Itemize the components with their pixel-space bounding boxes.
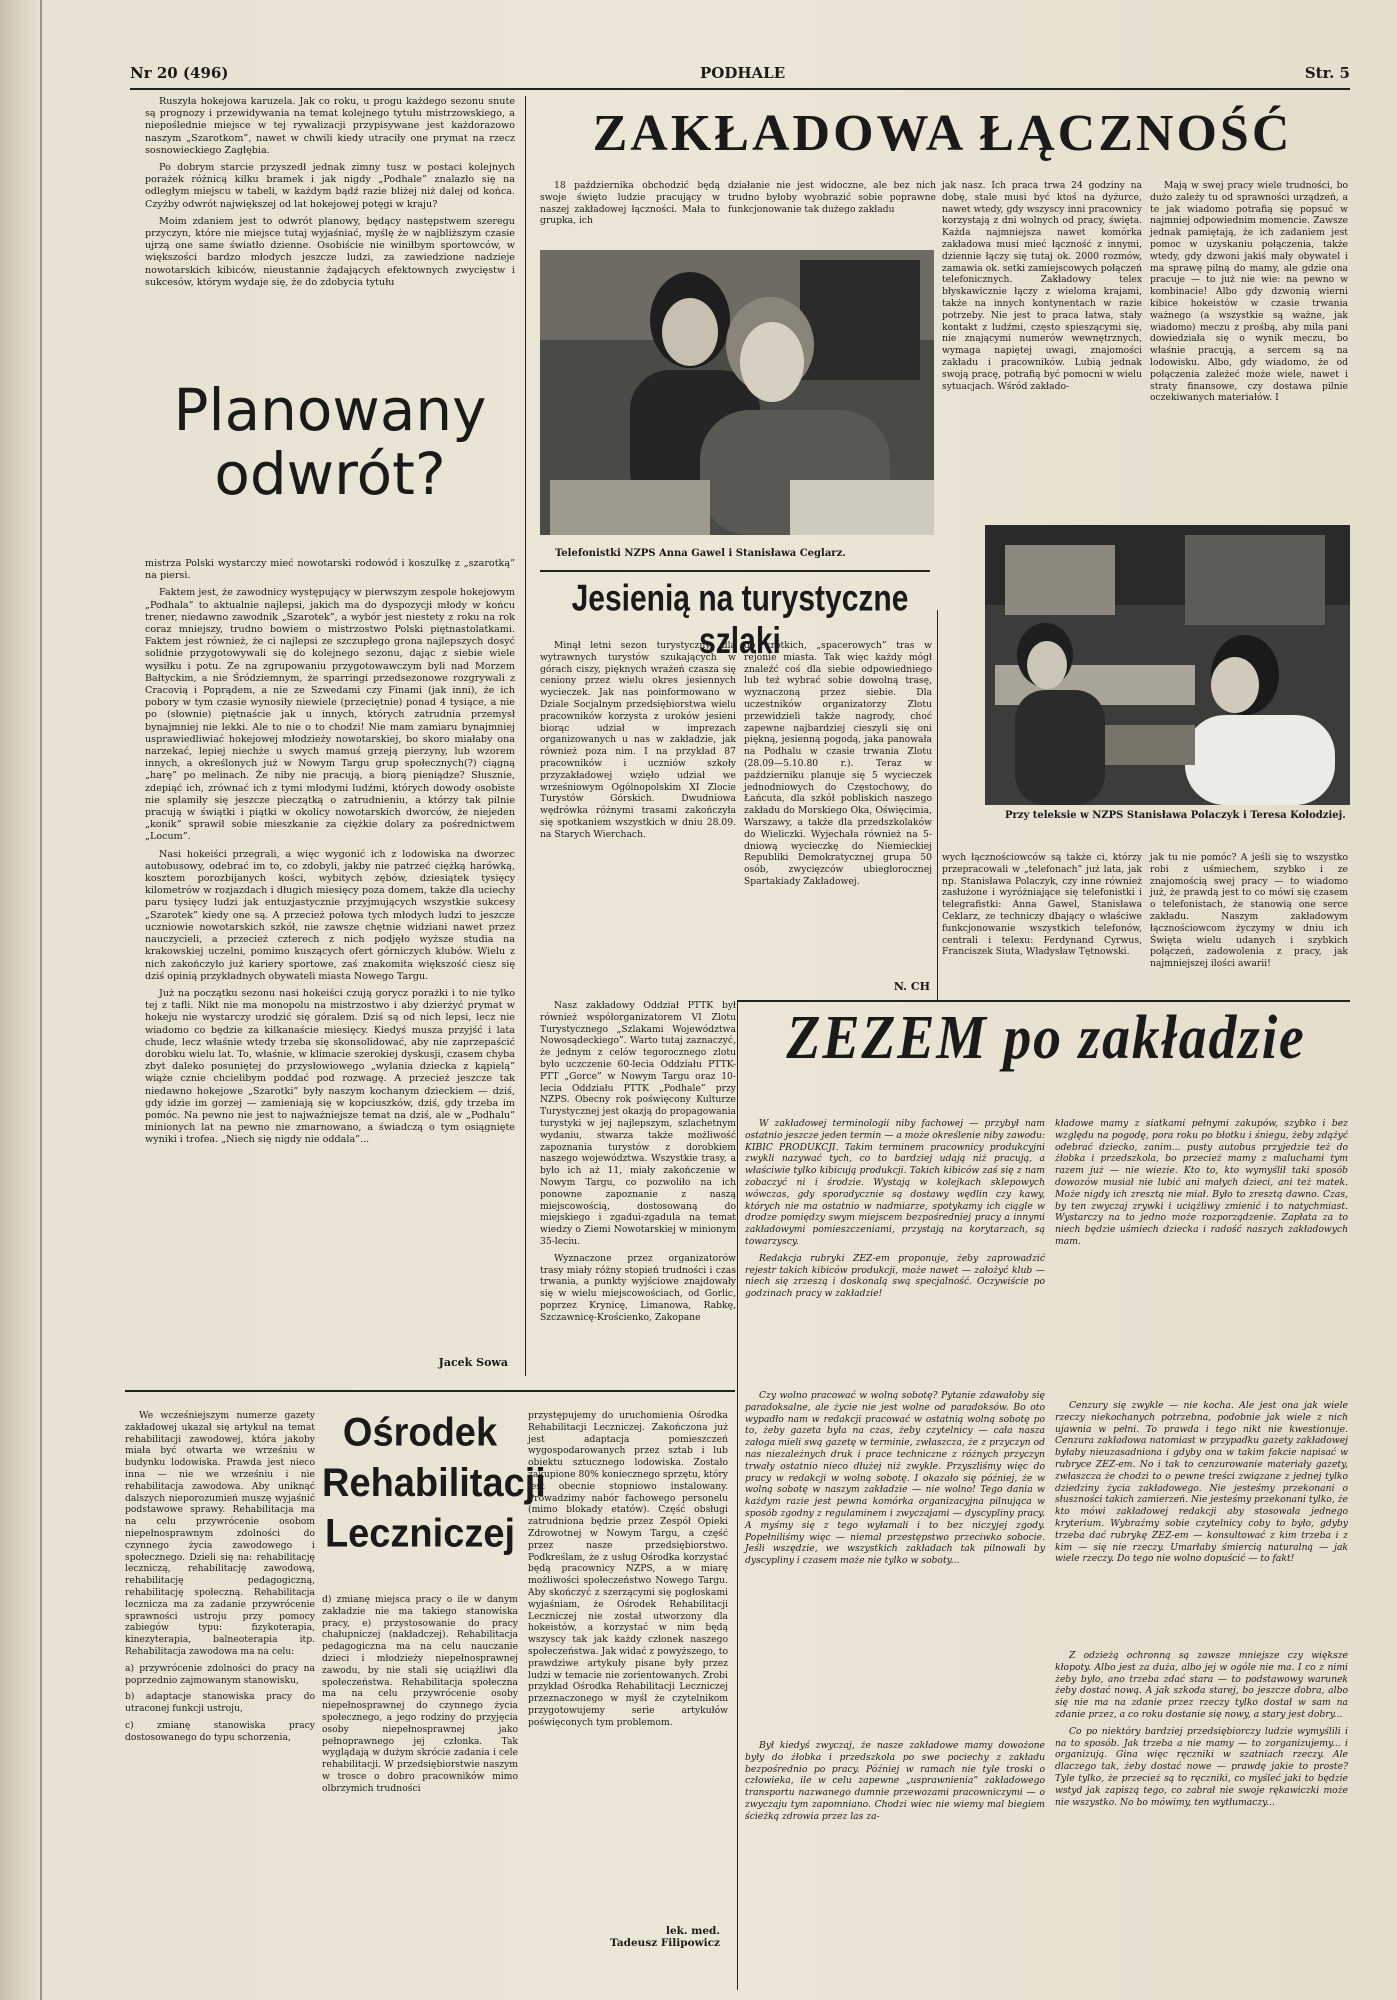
text-column [1055, 1400, 1348, 1650]
article-title-osrodek [322, 1408, 546, 1587]
page-edge-fragment [2, 0, 38, 2000]
article-title-planowany [160, 378, 500, 538]
text-column [745, 1740, 1045, 1990]
title-line: Ośrodek [342, 1410, 498, 1455]
list-item: b) adaptacje stanowiska pracy do utraconej funkcji ustroju, [125, 1691, 315, 1715]
text-column [744, 640, 932, 995]
paragraph: W zakładowej terminologii niby fachowej — przybył nam ostatnio jeszcze jeden termin — a może określenie niby zawodu: KIBIC PRODUKCJI. Takim terminem pracownicy produkcyjni zwykli nazywać tych, co to bardziej udają niż pracują, a właściwie tylko kibicują produkcji. Takich kibiców zaś się z nam zobaczyć ni i środzie. Wystają w kolejkach sklepowych wówczas, gdy sporadycznie są dostawy wędlin czy kawy, których nie ma ostatnio w nadmiarze, spotykamy ich ciągle w drodze pomiędzy swym miejscem bezpośredniej pracy a innymi zakładowymi pomieszczeniami, przystają na korytarzach, są towarzyscy. [745, 1118, 1045, 1247]
paragraph: Redakcja rubryki ZEZ-em proponuje, żeby zaprowadzić rejestr takich kibiców produkcji, może nawet — założyć klub — niech się zrzeszą i doskonalą swą specjalność. Oczywiście po godzinach pracy w zakładzie! [745, 1252, 1045, 1300]
article-title-jesienia: Jesienią na turystyczne szlaki [571, 578, 909, 662]
article-title-lacznosc: ZAKŁADOWA ŁĄCZNOŚĆ [592, 105, 1293, 162]
issue-number: Nr 20 (496) [130, 64, 229, 82]
title-line: Rehabilitacji [322, 1461, 546, 1506]
text-column [540, 180, 720, 250]
photo-caption: Telefonistki NZPS Anna Gawel i Stanisława Ceglarz. [555, 548, 846, 559]
title-line: Planowany [173, 376, 487, 444]
author-signature: N. CH [893, 980, 930, 993]
paragraph: kładowe mamy z siatkami pełnymi zakupów, szybko i bez względu na pogodę, pora roku po błotku i śniegu, żeby zdążyć odebrać dziecko, zanim... pusty autobus przyjedzie też do żłobka i przedszkola, bo przecież mamy z maluchami tym razem już — nie wiezie. Kto to, kto wymyślił taki sposób dowozów musiał nie lubić ani małych dzieci, ani też matek. Może nigdy ich zresztą nie miał. Było to zresztą dawno. Czas, by ten zwyczaj zrywki i uciążliwy zmienić i to natychmiast. Wystarczy na to jedno może rozporządzenie. Zapłata za to niech będzie uśmiech dziecka i radość naszych zakładowych mam. [1055, 1118, 1348, 1247]
author-name: Tadeusz Filipowicz [610, 1937, 720, 1949]
paragraph: Już na początku sezonu nasi hokeiści czują gorycz porażki i to nie tylko tej z tafli. Nikt nie ma monopolu na mistrzostwo i aby dzierżyć prymat w hokeju nie wystarczy urodzić się góralem. Dziś są od nich lepsi, lecz nie wiadomo co będzie za kilkanaście miesięcy. Kiedyś musza przyjść i lata chude, lecz właśnie wtedy trzeba się skonsolidować, aby nie zaprzepaścić dorobku wielu lat. To, właśnie, w klimacie szerokiej dyskusji, czasem chyba zbyt daleko posuniętej do przysłowiowego „wylania dziecka z kąpielą” wiąże cznie chcielibym poddać pod rozwagę. A przecież jeszcze tak niedawno hokejowe „Szarotki” były naszym kochanym dzieckiem — dziś, gdy idzie im gorzej — zamieniają się w kopciuszków, dziś, gdy trzeba im pomóc. Na pewno nie jest to najważniejsze temat na dziś, ale w „Podhalu” minionych lat na pewno nie zmarnowano, a świadczą o tym osiągnięte wyniki i trofea. „Niech się nigdy nie oddala”... [145, 987, 515, 1146]
paragraph: Co po niektóry bardziej przedsiębiorczy ludzie wymyślili i na to sposób. Jak trzeba a nie mamy — to zorganizujemy... i organizują. Gina więc ręczniki w szatniach rzeczy. Ale dlaczego tak, żeby dostać nowe — prawdę jakie to proste? Tyle tylko, że przecież są to ręczniki, co myśleć jaki to będzie wstyd jak zapiszą tego, co zabrał nie swoje rękawiczki może nie wszystko. No bo mówimy, ten wytłumaczy... [1055, 1725, 1348, 1808]
article-planowany-body [145, 558, 515, 1358]
text-column [125, 1410, 315, 1990]
paragraph: przystępujemy do uruchomienia Ośrodka Rehabilitacji Leczniczej. Zakończona już jest adaptacja pomieszczeń wygospodarowanych przez sztab i lub obiektu sztucznego lodowiska. Zostało zakupione 80% koniecznego sprzętu, który jest obecnie stopniowo instalowany. Prowadzimy nabór fachowego personelu (mimo blokady etatów). Część obsługi zatrudniona będzie przez Zespół Opieki Zdrowotnej w Nowym Targu, a część przez nasze przedsiębiorstwo. Podkreślam, że z usług Ośrodka korzystać będą pracownicy NZPS, a w miarę możliwości społeczeństwo Nowego Targu. Aby skończyć z szerzącymi się pogłoskami wyjaśniam, że Ośrodek Rehabilitacji Leczniczej nie został utworzony dla hokeistów, a korzystać w nim będą wszyscy tak jak każdy członek naszego społeczeństwa. Jak widać z powyższego, to prawdziwe artykuły pisane były przez ludzi w temacie nie zorientowanych. Zrobi przykład Ośrodka Rehabilitacji Leczniczej przeznaczonego w myśl że czytelnikom przygotowujemy serie artykułów poświęconych tym problemom. [528, 1410, 728, 1728]
text-column [728, 180, 936, 250]
title-line: odwrót? [214, 440, 446, 508]
text-column [942, 852, 1142, 992]
paragraph: do krótkich, „spacerowych” tras w rejonie miasta. Tak więc każdy mógł znaleźć coś dla siebie odpowiedniego lub też wybrać sobie dowolną trasę, wyznaczoną przez siebie. Dla uczestników organizatorzy Zlotu przewidzieli także nagrody, choć zapewne najbardziej cieszyli się oni piękną, jesienną pogodą, jaka panowała na Podhalu w czasie trwania Zlotu (28.09—5.10.80 r.). Teraz w październiku planuje się 5 wycieczek jednodniowych do Częstochowy, do Łańcuta, dla szkół pobliskich naszego zakładu do Morskiego Oka, Oświęcimia, Warszawy, a także dla przedszkolaków do Wieliczki. Wyjechała również na 5-dniową wycieczkę do Niemieckiej Republiki Demokratycznej grupa 50 osób, zwycięzców ubiegłorocznej Spartakiady Zakładowej. [744, 640, 932, 887]
list-item: a) przywrócenie zdolności do pracy na poprzednio zajmowanym stanowisku, [125, 1662, 315, 1686]
paragraph: Cenzury się zwykle — nie kocha. Ale jest ona jak wiele rzeczy niekochanych potrzebna, podobnie jak wiele z nich ujawnia w pełni. To prawda i tego nikt nie kwestionuje. Cenzura zakładowa natomiast w przypadku gazety zakładowej byłaby nieuzasadniona i gdyby ona w takim fakcie napisać w rubryce ZEZ-em. No i tak to cenzurowanie materiały gazety, zwłaszcza że chodzi to o pewne treści związane z jednej tylko dziedziny życia zakładowego. Nie jesteśmy przekonani o słuszności takich zamierzeń. Nie jesteśmy przekonani tylko, że kto mówi zakładowej redakcji aby stosowała jednego kryterium. Wybraźmy sobie czytelnicy coby to było, gdyby trzeba dać rubrykę ZEZ-em — konsultować z kim trzeba i z kim — się nie rzeczy. Umarłaby śmiercią naturalną — jak wiele rzeczy. Do tego nie wolno dopuścić — to fakt! [1055, 1400, 1348, 1565]
title-line: Leczniczej [324, 1511, 516, 1556]
photo-telex [985, 525, 1350, 805]
paragraph: jak nasz. Ich praca trwa 24 godziny na dobę, stale musi być ktoś na dyżurce, nawet wtedy, gdy wszyscy inni pracownicy korzystają z dni wolnych od pracy, święta. Każda najmniejsza nawet komórka zakładowa musi mieć łączność z innymi, dziennie łączy się tutaj ok. 2000 rozmów, zamawia ok. setki zamiejscowych połączeń telefonicznych. Zakładowy telex błyskawicznie łączy z wieloma krajami, także na innych kontynentach w razie potrzeby. Nie jest to praca łatwa, stały kontakt z ludźmi, często spieszącymi się, nie znającymi numerów wewnętrznych, wymaga napiętej uwagi, znajomości zakładu i pracowników. Lubią jednak swoją pracę, potrafią być pomocni w wielu sytuacjach. Wśród zakłado- [942, 180, 1142, 392]
paragraph: Moim zdaniem jest to odwrót planowy, będący następstwem szeregu przyczyn, które nie miejsce tutaj wyjaśniać, myślę że w najbliższym czasie ujrzą one same światło dzienne. Osobiście nie winiłbym sportowców, w większości bardzo młodych jeszcze ludzi, za zawiedzione nadzieje nowotarskich kibiców, nieustannie żądających efektownych zwycięstw i sukcesów, którym wydaje się, że do zdobycia tytułu [145, 215, 515, 288]
author-title: lek. med. [665, 1925, 720, 1937]
paragraph: Wyznaczone przez organizatorów trasy miały różny stopień trudności i czas trwania, a punkty wyjściowe znajdowały się w wielu miejscowościach, od Gorlic, poprzez Krynicę, Limanowa, Rabkę, Szczawnicę-Krościenko, Zakopane [540, 1252, 736, 1323]
paragraph: Czy wolno pracować w wolną sobotę? Pytanie zdawałoby się paradoksalne, ale życie nie jest wolne od paradoksów. Bo oto wypadło nam w redakcji pracować w ostatnią wolną sobotę po to, żeby gazeta była na czas, żeby czytelnicy — cała nasza załoga mieli swą gazetę w terminie, zwłaszcza, że z przyczyn od nas niezależnych druk i prace techniczne z różnych przyczyn trwały ostatnio nieco dłużej niż zwykle. Przyszliśmy więc do pracy w redakcji w wolną sobotę. I okazało się później, że w wolną sobotę w naszym zakładzie — nie wolno! Tego dania w każdym razie jest pewna komórka organizacyjna pilnująca w sposób zgodny z regulaminem i zwyczajami — dyscypliny pracy. A myśmy się z tego wyłamali i to bez niczyjej zgody. Popełniliśmy więc — niemal przestępstwo przeciwko sobocie. Jeśli wszędzie, we wszystkich zakładach tak pilnowali by dyscypliny i czasem może nie tylko w soboty... [745, 1390, 1045, 1567]
section-rule [125, 1390, 735, 1392]
section-rule [540, 570, 930, 572]
photo-image [540, 250, 934, 535]
column-rule [737, 1000, 738, 1990]
list-item: c) zmianę stanowiska pracy dostosowanego do typu schorzenia, [125, 1719, 315, 1743]
paragraph: Mają w swej pracy wiele trudności, bo dużo zależy tu od sprawności urządzeń, a te jak wiadomo potrafią się popsuć w najmniej odpowiednim momencie. Zawsze jednak pamiętają, że ich zadaniem jest pomoc w uzyskaniu połączenia, także wtedy, gdy dzwoni jakiś mały obywatel i ma sprawę pilną do mamy, ale gdzie ona pracuje — to już nie wie: na pewno w kombinacie! Albo gdy dzwonią wierni kibice hokeistów w czasie trwania ważnego (a wszystkie są ważne, jak wiadomo) meczu z prośbą, aby mila pani dowiedziała się o wynik meczu, bo właśnie pracują, a sercem są na lodowisku. Albo, gdy wiadomo, że od połączenia zależeć może wiele, nawet i straty finansowe, czy dostawa pilnie oczekiwanych materiałów. I [1150, 180, 1348, 404]
paragraph: wych łącznościowców są także ci, którzy przepracowali w „telefonach” już lata, jak np. Stanisława Polaczyk, czy inne również zasłużone i wyróżniające się telefonistki i telegrafistki: Anna Gawel, Stanisława Ceklarz, ze techniczy dbający o właściwe funkcjonowanie wszystkich telefonów, centrali i telexu: Ferdynand Cyrwus, Franciszek Siuta, Władysław Tętnowski. [942, 852, 1142, 958]
text-column [745, 1118, 1045, 1390]
paragraph: 18 października obchodzić będą swoje święto ludzie pracujący w naszej zakładowej łączności. Mała to grupka, ich [540, 180, 720, 227]
text-column [322, 1594, 518, 1990]
paragraph: jak tu nie pomóc? A jeśli się to wszystko robi z uśmiechem, szybko i ze znajomością swej pracy — to wiadomo już, że prawdą jest to co mówi się czasem o telefonistach, że stanowią one serce zakładu. Naszym zakładowym łącznościowcom życzymy w dniu ich Święta wielu udanych i szybkich połączeń, zadowolenia z pracy, jak najmniejszej ilości awarii! [1150, 852, 1348, 970]
paragraph: Nasz zakładowy Oddział PTTK był również współorganizatorem VI Zlotu Turystycznego „Szlakami Województwa Nowosądeckiego”. Warto tutaj zaznaczyć, że jednym z celów tegorocznego zlotu było uczczenie 60-lecia Oddziału PTTK-PTT „Gorce” w Nowym Targu oraz 10-lecia Oddziału PTTK „Podhale” przy NZPS. Obecny rok poświęcony Kulturze Turystycznej jest okazją do propagowania turystyki w jej najlepszym, szlachetnym wydaniu, stwarza także możliwość zapoznania turystów z dorobkiem naszego województwa. Wszystkie trasy, a było ich aż 11, miały zakończenie w Nowym Targu, co pozwoliło na ich ponowne zapoznanie z naszą miejscowością, dostosowaną do miejskiego i zgadui-zgadula na temat wiedzy o Ziemi Nowotarskiej w minionym 35-leciu. [540, 1000, 736, 1247]
column-rule [937, 610, 938, 1000]
article-planowany-intro [145, 96, 515, 366]
paragraph: Faktem jest, że zawodnicy występujący w pierwszym zespole hokejowym „Podhala” to aktualnie najlepsi, jakich ma do dyspozycji młody w końcu trener, niedawno zawodnik „Szarotek”, a wybór jest niestety z roku na rok coraz mniejszy, trudno bowiem o mistrzostwo Polski piętnastolatkami. Faktem jest również, że ci najlepsi ze szczupłego grona najlepszych dosyć solidnie przygotowywali się do kolejnego sezonu, dając z siebie wiele wysiłku i potu. Ze na zgrupowaniu przygotowawczym byli nad Morzem Bałtyckim, a nie Śródziemnym, że sparringi przedsezonowe rozgrywali z Cracovią i Poprądem, a nie ze Szwedami czy Finami (jak inni), że ich pobory w tym czasie wynosiły niewiele (przeciętnie) ponad 4 tysiące, a nie po (słownie) piętnaście jak u innych, których zatrudnia przemysł bynajmniej nie lekki. Ale to nie o to chodzi! Nie mam zamiaru bynajmniej usprawiedliwiać hokejowej młodzieży nowotarskiej, bo skoro miałaby ona narzekać, lepiej niechże u swych mamuś grzeją pierzyny, lub wzorem innych, a określonych już w Nowym Targu grup społecznych(?) ciągną „harę” po melinach. Że niby nie pracują, a biorą pieniądze? Słusznie, zdepiąć ich, zrównać ich z tymi młodymi ludźmi, których dowody osobiste nie splamiły się jeszcze pieczątką o zatrudnieniu, a którzy tak pilnie pracują w świątki i piątki w okolicy nowotarskich dworców, że niejeden „konik” sprawił sobie mieszkanie za ciężkie dolary za pośrednictwem „Locum”. [145, 587, 515, 843]
text-column [745, 1390, 1045, 1740]
photo-image [985, 525, 1350, 805]
article-title-zezem: ZEZEM po zakładzie [786, 1004, 1306, 1072]
paragraph: Po dobrym starcie przyszedł jednak zimny tusz w postaci kolejnych porażek różnicą kilku bramek i jak nigdy „Podhale” znalazło się na odległym miejscu w tabeli, w każdym bądź razie bliżej niż dalej od końca. Czyżby odwrót największej od lat hokejowej potęgi w kraju? [145, 162, 515, 210]
paragraph: mistrza Polski wystarczy mieć nowotarski rodowód i koszulkę z „szarotką” na piersi. [145, 558, 515, 582]
header-rule [130, 88, 1350, 90]
paragraph: Z odzieżą ochronną są zawsze mniejsze czy większe kłopoty. Albo jest za duża, albo jej w ogóle nie ma. I co z nimi żeby było, ano trzeba zdać stara — to podstawowy warunek żeby dostać nową. A jak szkoda starej, bo jeszcze dobra, albo się nie ma na zdanie przez rzeczy tylko dostał w sam na zdanie przez, a co roku dostanie się nowy, a stary jest dobry... [1055, 1650, 1348, 1720]
paper-name: PODHALE [700, 64, 786, 82]
author-signature [560, 1925, 720, 1949]
paragraph: Ruszyła hokejowa karuzela. Jak co roku, u progu każdego sezonu snute są prognozy i przewidywania na temat kolejnego tytułu mistrzowskiego, a niepoślednie miejsce w tej rywalizacji przypisywane jest każdorazowo naszym „Szarotkom”, nawet w chwili kiedy utraciły one prymat na rzecz sosnowieckiego Zagłębia. [145, 96, 515, 156]
text-column [540, 640, 736, 995]
text-column [540, 1000, 736, 1370]
paragraph: We wcześniejszym numerze gazety zakładowej ukazał się artykuł na temat rehabilitacji zawodowej, która jakoby miała być otwarta we wrześniu w budynku lodowiska. Prawda jest nieco inna — nie we wrześniu i nie rehabilitacja zawodowa. Aby uniknąć dalszych nieporozumień muszę wyjaśnić podstawowe sprawy. Rehabilitacja ma na celu przywrócenie osobom niepełnosprawnym zdolności do czynnego życia zawodowego i społecznego. Dzieli się na: rehabilitację leczniczą, rehabilitację zawodową, rehabilitację pedagogiczną, rehabilitację społeczną. Rehabilitacja lecznicza ma za zadanie przywrócenie sprawności ustroju przy pomocy zabiegów typu: fizykoterapia, kinezyterapia, balneoterapia itp. Rehabilitacja zawodowa ma na celu: [125, 1410, 315, 1657]
paragraph: Nasi hokeiści przegrali, a więc wygonić ich z lodowiska na dworzec autobusowy, odebrać im to, co zdobyli, jakby nie patrzeć ciężką harówką, kosztem porozbijanych kości, wybitych zębów, dziesiątek tysięcy kilometrów w rozjazdach i długich miesięcy poza domem, także dla uciechy paru tysięcy ludzi jak entuzjastycznie przyjmujących wszystkie sukcesy „Szarotek” kiedy one są. A przecież połowa tych młodych ludzi to jeszcze uczniowie nowotarskich szkół, nie zawsze chętnie widziani nawet przez nauczycieli, a przecież czterech z nich podjęło wyższe studia na krakowskiej uczelni, pomimo kuszących ofert górniczych klubów. Wielu z nich zakończyło już kariery sportowe, zaś znakomita większość ciesz się dziś opinią przykładnych obywateli miasta Nowego Targu. [145, 848, 515, 982]
column-rule [525, 96, 526, 1376]
paragraph: działanie nie jest widoczne, ale bez nich trudno byłoby wyobrazić sobie poprawne funkcjonowanie tak dużego zakładu [728, 180, 936, 215]
author-signature: Jacek Sowa [438, 1356, 508, 1369]
section-rule [737, 1000, 1350, 1002]
photo-telephone-operators [540, 250, 934, 535]
text-column [1055, 1118, 1348, 1398]
page-header [130, 64, 1350, 90]
binding-edge [40, 0, 42, 2000]
page-number: Str. 5 [1304, 64, 1350, 82]
photo-caption: Przy teleksie w NZPS Stanisława Polaczyk i Teresa Kołodziej. [1005, 810, 1346, 821]
text-column [942, 180, 1142, 525]
paragraph: Był kiedyś zwyczaj, że nasze zakładowe mamy dowożone były do żłobka i przedszkola po swe pociechy z zakładu bezpośrednio po pracy. Później w ramach nie tyle troski o człowieka, ile w celu zapewne „usprawnienia” zakładowego transportu nazwanego dumnie przewozami pracowniczymi — o zwyczaju tym zapomniano. Chodzi wiec nie wiemy mal biegiem ścieżką zdrowia przez las za- [745, 1740, 1045, 1822]
text-column [1150, 852, 1348, 992]
text-column [1055, 1650, 1348, 1990]
text-column [528, 1410, 728, 1920]
text-column [1150, 180, 1348, 525]
paragraph: Minął letni sezon turystyczny, dla wytrawnych turystów szukających w górach ciszy, pięknych wrażeń czasza się ceniony przez wielu okres jesiennych wycieczek. Jak nas poinformowano w Dziale Socjalnym przedsiębiorstwa wielu pracowników korzysta z uroków jesieni biorąc udział w imprezach organizowanych u nas w zakładzie, jak również poza nim. I na przykład 87 pracowników i uczniów szkoły przyzakładowej wzięło udział we wrześniowym Ogólnopolskim XI Zlocie Turystów Górskich. Dwudniowa wędrówka różnymi trasami zakończyła się spotkaniem wszystkich w dniu 28.09. na Starych Wierchach. [540, 640, 736, 840]
paragraph: d) zmianę miejsca pracy o ile w danym zakładzie nie ma takiego stanowiska pracy, e) przystosowanie do pracy chałupniczej (nakładczej). Rehabilitacja pedagogiczna ma na celu nauczanie dzieci i młodzieży niepełnosprawnej zawodu, by nie stali się uciążliwi dla społeczeństwa. Rehabilitacja społeczna ma na celu przywrócenie osoby niepełnosprawnej do czynnego życia społecznego, a jego rodziny do przyjęcia osoby niepełnosprawnej jako pełnoprawnego jej członka. Tak wyglądają w dużym skrócie zadania i cele rehabilitacji. W przedsiębiorstwie naszym w trosce o dobro pracowników mimo olbrzymich trudności [322, 1594, 518, 1794]
